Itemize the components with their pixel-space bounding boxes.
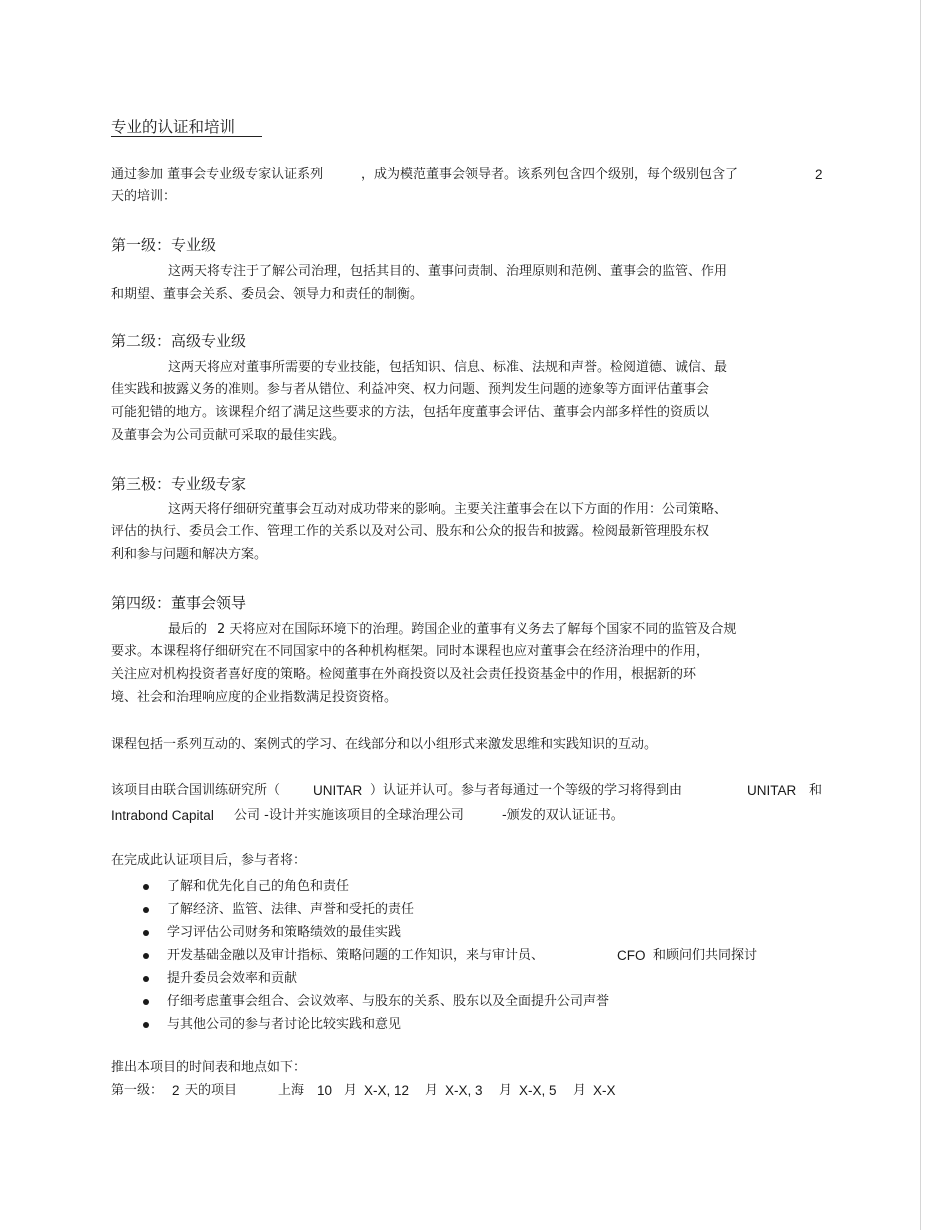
outcome-item: 提升委员会效率和贡献 <box>167 971 298 986</box>
accreditation-text: 该项目由联合国训练研究所（ <box>111 783 281 798</box>
level4-line-1b: 2 天将应对在国际环境下的治理。跨国企业的董事有义务去了解每个国家不同的监管及合规 <box>217 622 737 637</box>
schedule-intro: 推出本项目的时间表和地点如下： <box>111 1060 307 1075</box>
level1-heading: 第一级：专业级 <box>111 236 217 254</box>
outcome-item: 了解和优先化自己的角色和责任 <box>167 879 350 894</box>
level4-heading: 第四级：董事会领导 <box>111 594 247 612</box>
level2-line: 可能犯错的地方。该课程介绍了满足这些要求的方法，包括年度董事会评估、董事会内部多样性的资质以 <box>111 405 710 420</box>
title-underline <box>111 136 262 137</box>
course-note: 课程包括一系列互动的、案例式的学习、在线部分和以小组形式来激发思维和实践知识的互动。 <box>111 737 658 752</box>
accreditation-text: ）认证并认可。参与者每通过一个等级的学习将得到由 <box>370 783 683 798</box>
schedule-date: 10 <box>317 1083 333 1098</box>
level2-line: 这两天将应对董事所需要的专业技能，包括知识、信息、标准、法规和声誉。检阅道德、诚信、最 <box>168 360 728 375</box>
level3-line: 利和参与问题和解决方案。 <box>111 547 268 562</box>
page-title: 专业的认证和培训 <box>111 118 236 136</box>
level2-line: 佳实践和披露义务的准则。参与者从错位、利益冲突、权力问题、预判发生问题的迹象等方面评估董事会 <box>111 382 710 397</box>
intro-text-1a: 通过参加 董事会专业级专家认证系列 <box>111 167 324 182</box>
outcome-item: 学习评估公司财务和策略绩效的最佳实践 <box>167 925 402 940</box>
level3-line: 评估的执行、委员会工作、管理工作的关系以及对公司、股东和公众的报告和披露。检阅最新管理股东权 <box>111 524 710 539</box>
schedule-date: X-X, 5 <box>519 1083 557 1098</box>
level4-line: 关注应对机构投资者喜好度的策略。检阅董事在外商投资以及社会责任投资基金中的作用，根据新的环 <box>111 667 697 682</box>
schedule-city: 上海 <box>278 1083 305 1098</box>
level2-heading: 第二级：高级专业级 <box>111 332 247 350</box>
accreditation-text: -颁发的双认证证书。 <box>502 808 624 823</box>
bullet-icon <box>143 884 149 890</box>
intro-text-2: 天的培训： <box>111 189 177 204</box>
schedule-date: X-X, 3 <box>445 1083 483 1098</box>
accreditation-text: 公司 -设计并实施该项目的全球治理公司 <box>234 808 464 823</box>
accreditation-company: Intrabond Capital <box>111 808 214 823</box>
accreditation-unitar: UNITAR <box>313 783 363 798</box>
level3-line: 这两天将仔细研究董事会互动对成功带来的影响。主要关注董事会在以下方面的作用：公司策略、 <box>168 502 728 517</box>
schedule-month: 月 <box>499 1083 513 1098</box>
bullet-icon <box>143 1022 149 1028</box>
bullet-icon <box>143 999 149 1005</box>
outcome-item: 与其他公司的参与者讨论比较实践和意见 <box>167 1017 402 1032</box>
outcome-item: 开发基础金融以及审计指标、策略问题的工作知识，来与审计员、 <box>167 948 545 963</box>
outcome-item: 仔细考虑董事会组合、会议效率、与股东的关系、股东以及全面提升公司声誉 <box>167 994 610 1009</box>
schedule-month: 月 <box>344 1083 358 1098</box>
schedule-month: 月 <box>573 1083 587 1098</box>
level4-line: 境、社会和治理响应度的企业指数满足投资资格。 <box>111 690 398 705</box>
outcome-item: 了解经济、监管、法律、声誉和受托的责任 <box>167 902 415 917</box>
intro-text-1c: 2 <box>815 167 823 182</box>
level1-line: 和期望、董事会关系、委员会、领导力和责任的制衡。 <box>111 287 424 302</box>
level4-line: 要求。本课程将仔细研究在不同国家中的各种机构框架。同时本课程也应对董事会在经济治理中的作用， <box>111 644 710 659</box>
schedule-date: X-X, 12 <box>364 1083 410 1098</box>
level1-line: 这两天将专注于了解公司治理，包括其目的、董事问责制、治理原则和范例、董事会的监管、作用 <box>168 264 728 279</box>
schedule-days-text: 天的项目 <box>185 1083 238 1098</box>
accreditation-text: 和 <box>809 783 823 798</box>
schedule-label: 第一级： <box>111 1083 164 1098</box>
outcomes-intro: 在完成此认证项目后，参与者将： <box>111 853 307 868</box>
level2-line: 及董事会为公司贡献可采取的最佳实践。 <box>111 428 346 443</box>
level3-heading: 第三极：专业级专家 <box>111 475 247 493</box>
schedule-date: X-X <box>593 1083 616 1098</box>
accreditation-unitar: UNITAR <box>747 783 797 798</box>
bullet-icon <box>143 953 149 959</box>
intro-text-1b: ，成为模范董事会领导者。该系列包含四个级别，每个级别包含了 <box>361 167 739 182</box>
bullet-icon <box>143 907 149 913</box>
level4-line-1a: 最后的 <box>168 622 208 637</box>
outcome-item-cfo: CFO <box>617 948 646 963</box>
schedule-month: 月 <box>425 1083 439 1098</box>
outcome-item-tail: 和顾问们共同探讨 <box>653 948 758 963</box>
bullet-icon <box>143 976 149 982</box>
schedule-days-num: 2 <box>172 1083 180 1098</box>
bullet-icon <box>143 930 149 936</box>
